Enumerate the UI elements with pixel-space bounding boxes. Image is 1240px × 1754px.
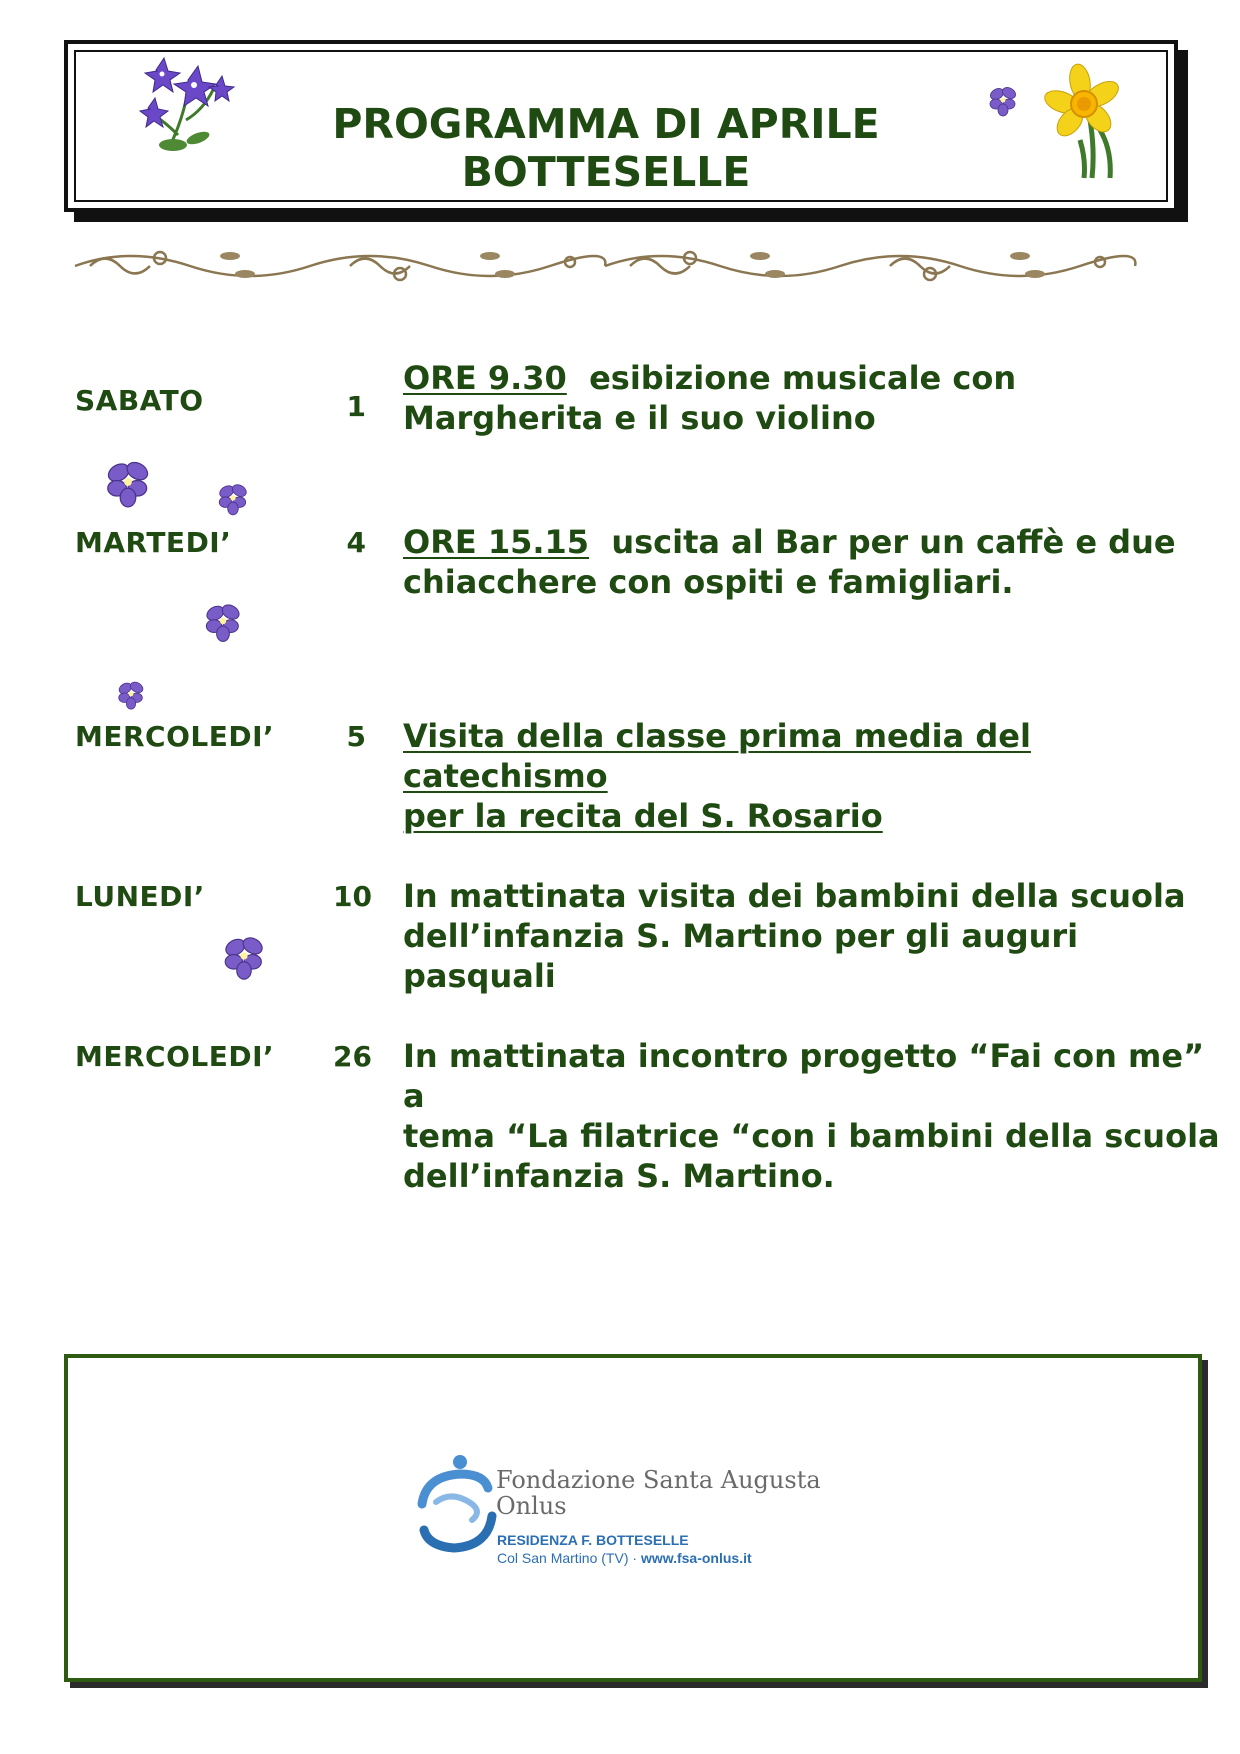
title-line-2: BOTTESELLE bbox=[461, 148, 751, 196]
address-text: Col San Martino (TV) · bbox=[497, 1550, 638, 1566]
bellflower-bouquet-icon bbox=[128, 50, 238, 160]
event-text-line: dell’infanzia S. Martino per gli auguri pasquali bbox=[403, 917, 1079, 995]
event-text: uscita al Bar per un caffè e due chiacchere con ospiti e famigliari. bbox=[403, 523, 1176, 601]
address-line bbox=[497, 1550, 752, 1566]
day-label: MARTEDI’ bbox=[75, 526, 232, 559]
event-text: esibizione musicale con Margherita e il suo violino bbox=[403, 359, 1017, 437]
org-name-line-1: Fondazione Santa Augusta bbox=[496, 1466, 821, 1494]
date-number: 10 bbox=[333, 880, 372, 913]
day-label: LUNEDI’ bbox=[75, 880, 205, 913]
date-number: 5 bbox=[346, 720, 366, 753]
ornamental-divider bbox=[70, 236, 1140, 296]
event-description bbox=[403, 522, 1223, 602]
violet-icon bbox=[114, 676, 148, 712]
violet-icon bbox=[214, 478, 252, 518]
daffodil-icon bbox=[1040, 60, 1130, 180]
day-label: MERCOLEDI’ bbox=[75, 720, 275, 753]
title-line-1: PROGRAMMA DI APRILE bbox=[332, 100, 880, 148]
date-number: 26 bbox=[333, 1040, 372, 1073]
event-time: ORE 9.30 bbox=[403, 359, 567, 397]
event-description bbox=[403, 1036, 1223, 1196]
event-description bbox=[403, 716, 1223, 836]
date-number: 1 bbox=[346, 390, 366, 423]
event-text-line: per la recita del S. Rosario bbox=[403, 797, 883, 835]
day-label: MERCOLEDI’ bbox=[75, 1040, 275, 1073]
date-number: 4 bbox=[346, 526, 366, 559]
violet-icon bbox=[100, 452, 156, 512]
organization-name bbox=[496, 1467, 821, 1519]
day-label: SABATO bbox=[75, 384, 204, 417]
event-text-line: dell’infanzia S. Martino. bbox=[403, 1157, 835, 1195]
event-text-line: In mattinata incontro progetto “Fai con me” a bbox=[403, 1037, 1205, 1115]
org-name-line-2: Onlus bbox=[496, 1492, 567, 1520]
residence-name: RESIDENZA F. BOTTESELLE bbox=[497, 1532, 689, 1548]
event-description bbox=[403, 876, 1223, 996]
violet-icon bbox=[200, 596, 246, 646]
event-description bbox=[403, 358, 1223, 438]
event-text-line: tema “La filatrice “con i bambini della scuola bbox=[403, 1117, 1220, 1155]
violet-icon bbox=[218, 928, 270, 984]
event-time: ORE 15.15 bbox=[403, 523, 590, 561]
event-text-line: Visita della classe prima media del catechismo bbox=[403, 717, 1031, 795]
small-violet-icon bbox=[985, 82, 1021, 118]
website-link[interactable]: www.fsa-onlus.it bbox=[640, 1550, 752, 1566]
event-text-line: In mattinata visita dei bambini della scuola bbox=[403, 877, 1186, 915]
